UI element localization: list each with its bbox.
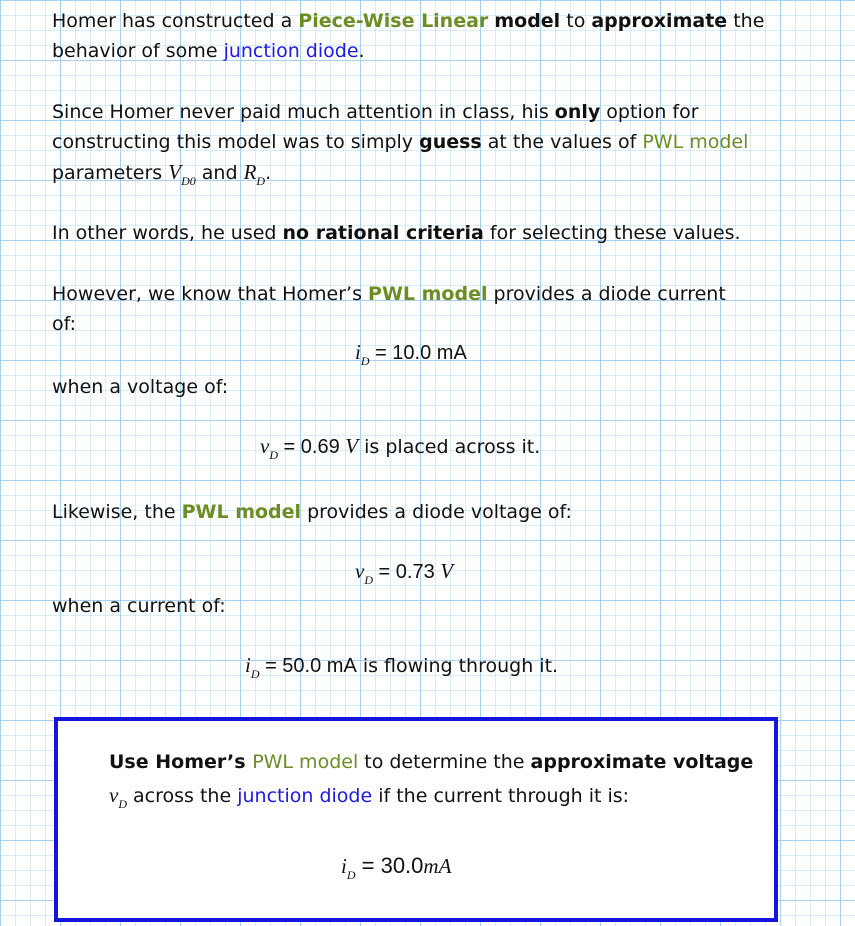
para-likewise: Likewise, the PWL model provides a diode voltage of: [52, 501, 572, 523]
task-box [54, 717, 778, 922]
equation-vd-073: $v_D = 0.73$ V [355, 559, 454, 587]
equation-id-10ma: $i_D = 10.0$ mA [355, 340, 467, 368]
para-2-line-3: parameters $V_{D0}$ and $R_D$. [52, 160, 272, 188]
equation-vd-069: $v_D = 0.69$ V is placed across it. [260, 434, 541, 462]
equation-id-50ma: $i_D = 50.0$ mA is flowing through it. [245, 653, 559, 681]
term-piece-wise-linear: Piece-Wise Linear [298, 10, 489, 32]
para-4-line-1: However, we know that Homer’s PWL model provides a diode current [52, 283, 726, 305]
para-no-criteria: In other words, he used no rational criteria for selecting these values. [52, 222, 741, 244]
para-2-line-1: Since Homer never paid much attention in class, his only option for [52, 101, 699, 123]
task-line-2: $v_D$ across the junction diode if the current through it is: [109, 783, 630, 811]
para-1-line-2: behavior of some junction diode. [52, 40, 365, 62]
para-4-line-2: of: [52, 313, 77, 335]
term-junction-diode: junction diode [223, 40, 359, 62]
line-when-voltage: when a voltage of: [52, 376, 229, 398]
line-when-current: when a current of: [52, 595, 226, 617]
para-2-line-2: constructing this model was to simply guess at the values of PWL model [52, 131, 749, 153]
task-line-1: Use Homer’s PWL model to determine the approximate voltage [109, 751, 754, 773]
task-equation-id-30ma: $i_D = 30.0mA$ [341, 853, 452, 882]
para-1-line-1: Homer has constructed a Piece-Wise Linear model to approximate the [52, 10, 765, 32]
